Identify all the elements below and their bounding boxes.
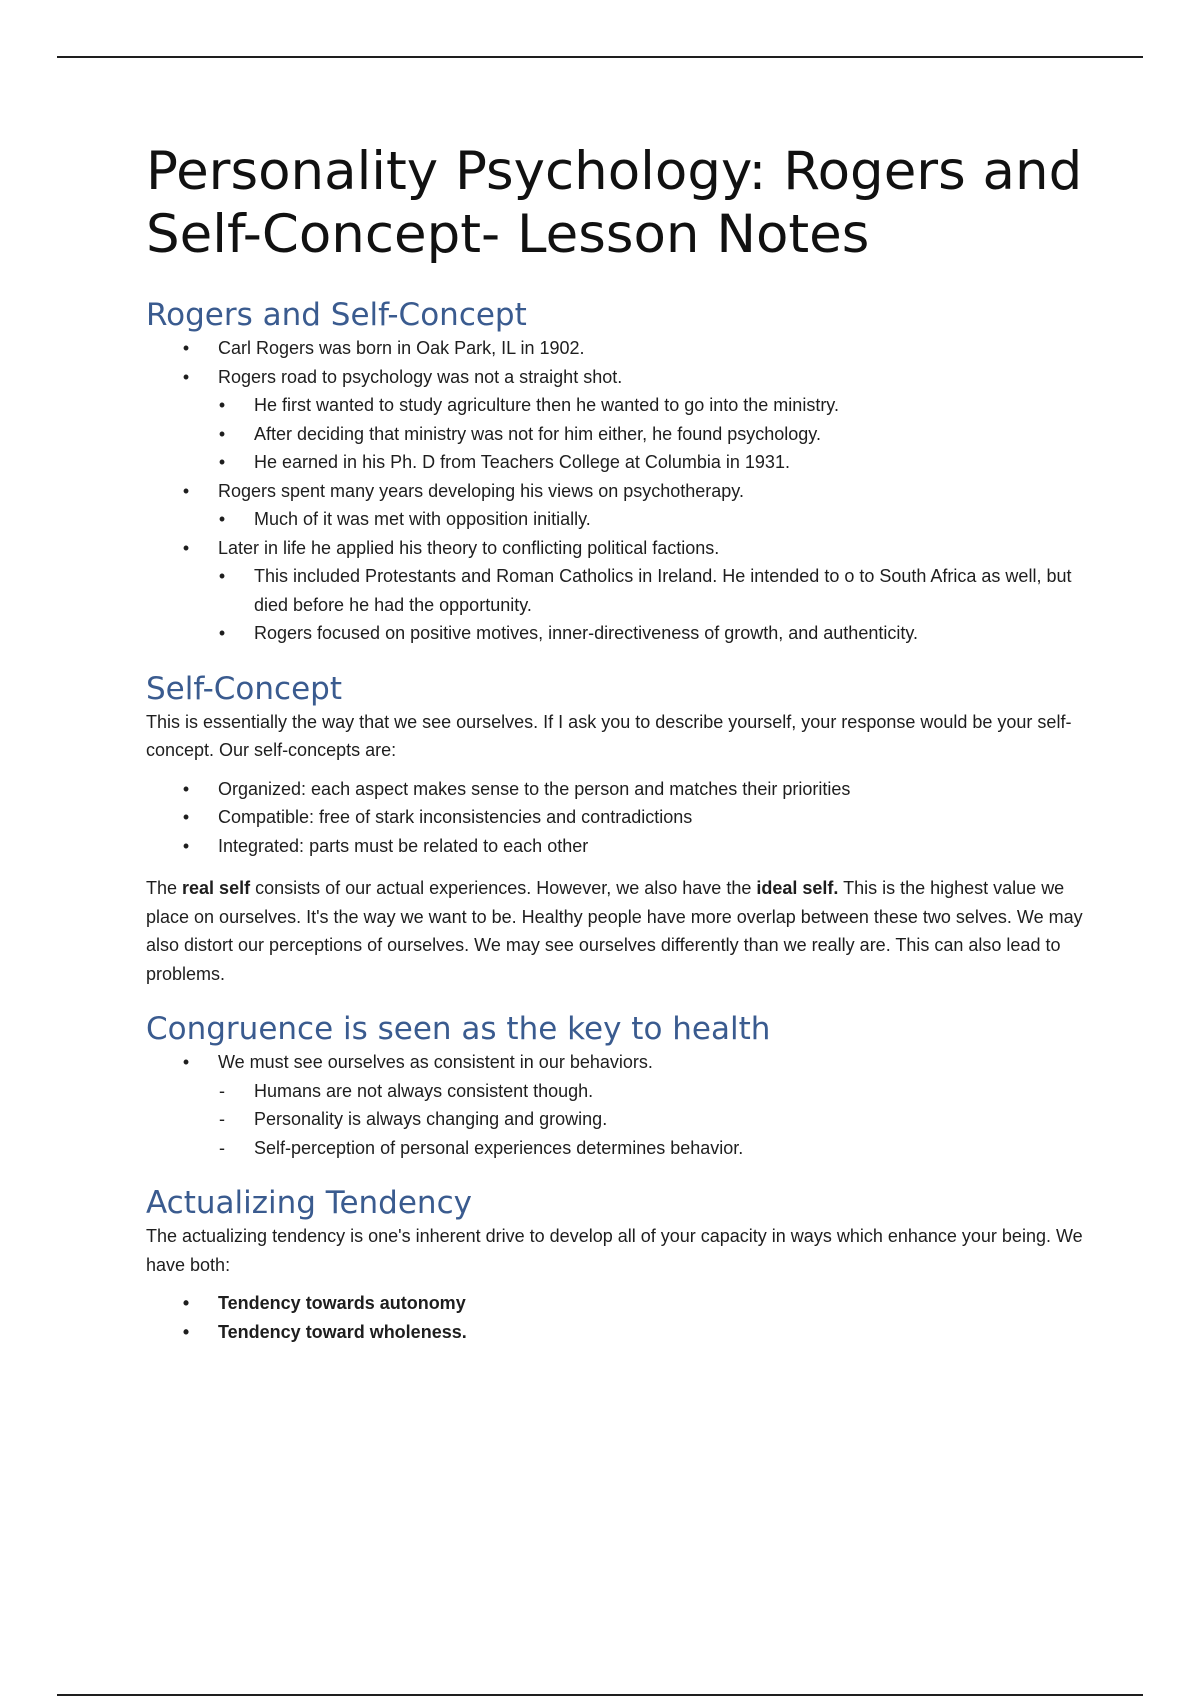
bullet-marker: • <box>182 778 190 799</box>
section-congruence <box>146 1010 1091 1162</box>
section-self-concept <box>146 670 1091 989</box>
list-item: • Later in life he applied his theory to conflicting political factions. <box>146 534 1091 563</box>
bullet-list-actualizing <box>146 1289 1091 1346</box>
list-item: • Organized: each aspect makes sense to the person and matches their priorities <box>146 775 1091 804</box>
list-item: • Rogers road to psychology was not a straight shot. <box>146 363 1091 392</box>
section-heading-congruence: Congruence is seen as the key to health <box>146 1011 771 1047</box>
dash-marker: - <box>219 1109 225 1129</box>
bullet-list-congruence <box>146 1048 1091 1162</box>
list-item: - Personality is always changing and growing. <box>146 1105 1091 1134</box>
bullet-marker: • <box>182 1052 190 1072</box>
list-item: • Tendency towards autonomy <box>146 1289 1091 1318</box>
bullet-marker: • <box>218 566 226 586</box>
bullet-marker: • <box>182 338 190 358</box>
bottom-rule <box>57 1694 1143 1696</box>
section-heading-actualizing: Actualizing Tendency <box>146 1185 472 1221</box>
page-title: Personality Psychology: Rogers and Self-Concept- Lesson Notes <box>146 141 1083 265</box>
list-item: • We must see ourselves as consistent in our behaviors. <box>146 1048 1091 1077</box>
document-page <box>146 140 1091 1346</box>
bullet-marker: • <box>218 423 226 444</box>
list-item: - Self-perception of personal experiences determines behavior. <box>146 1134 1091 1163</box>
bullet-list-self-concept <box>146 775 1091 861</box>
real-ideal-self-paragraph: The real self consists of our actual experiences. However, we also have the ideal self. This is the highest value we place on ourselves. It's the way we want to be. Healthy people have more overlap between these two selves. We may also distort our perceptions of ourselves. We may see ourselves differently than we really are. This can also lead to problems. <box>146 878 1083 984</box>
top-rule <box>57 56 1143 58</box>
list-item: • Carl Rogers was born in Oak Park, IL in 1902. <box>146 334 1091 363</box>
list-item: • Integrated: parts must be related to each other <box>146 832 1091 861</box>
section-rogers <box>146 296 1091 648</box>
list-item: • He first wanted to study agriculture then he wanted to go into the ministry. <box>146 391 1091 420</box>
bullet-marker: • <box>182 807 190 827</box>
bullet-marker: • <box>182 480 190 501</box>
list-item: • Much of it was met with opposition initially. <box>146 505 1091 534</box>
dash-marker: - <box>219 1080 225 1101</box>
section-actualizing <box>146 1184 1091 1346</box>
bullet-marker: • <box>182 835 190 856</box>
section-heading-self-concept: Self-Concept <box>146 670 342 707</box>
bullet-marker: • <box>182 1293 190 1313</box>
dash-marker: - <box>219 1137 225 1158</box>
list-item: - Humans are not always consistent though. <box>146 1077 1091 1106</box>
list-item: • Rogers focused on positive motives, inner-directiveness of growth, and authenticity. <box>146 619 1091 648</box>
section-heading-rogers: Rogers and Self-Concept <box>146 297 527 333</box>
self-concept-intro: This is essentially the way that we see ourselves. If I ask you to describe yourself, your response would be your self-concept. Our self-concepts are: <box>146 711 1072 760</box>
bullet-marker: • <box>182 537 190 558</box>
list-item: • After deciding that ministry was not for him either, he found psychology. <box>146 420 1091 449</box>
bullet-marker: • <box>218 452 226 472</box>
term-ideal-self: ideal self. <box>756 878 839 898</box>
list-item: • Compatible: free of stark inconsistencies and contradictions <box>146 803 1091 832</box>
actualizing-intro: The actualizing tendency is one's inherent drive to develop all of your capacity in ways which enhance your being. We have both: <box>146 1226 1083 1275</box>
list-item: • This included Protestants and Roman Catholics in Ireland. He intended to o to South Africa as well, but died before he had the opportunity. <box>146 562 1091 619</box>
bullet-marker: • <box>182 366 190 387</box>
list-item: • Tendency toward wholeness. <box>146 1318 1091 1347</box>
list-item: • He earned in his Ph. D from Teachers College at Columbia in 1931. <box>146 448 1091 477</box>
bullet-marker: • <box>218 623 226 643</box>
term-real-self: real self <box>182 878 251 898</box>
bullet-list-rogers <box>146 334 1091 648</box>
bullet-marker: • <box>218 395 226 415</box>
bullet-marker: • <box>218 509 226 529</box>
bullet-marker: • <box>182 1321 190 1342</box>
list-item: • Rogers spent many years developing his views on psychotherapy. <box>146 477 1091 506</box>
